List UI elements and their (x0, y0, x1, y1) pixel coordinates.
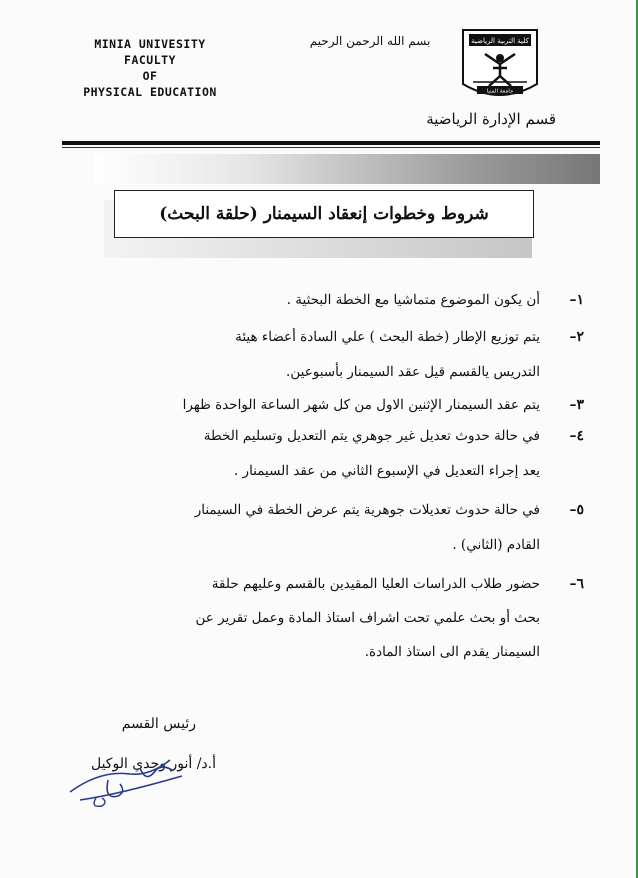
svg-text:كلية التربية الرياضية: كلية التربية الرياضية (471, 37, 529, 45)
item-line: القادم (الثاني) . (452, 537, 540, 553)
header-divider (62, 141, 600, 145)
item-line: يعد إجراء التعديل في الإسبوع الثاني من عقد السيمنار . (233, 463, 540, 479)
list-item (160, 421, 584, 487)
basmala: بسم الله الرحمن الرحيم (309, 34, 431, 48)
item-line: حضور طلاب الدراسات العليا المقيدين بالقسم وعليهم حلقة (211, 576, 540, 592)
item-number: ١– (569, 292, 584, 308)
list-item (160, 322, 584, 388)
svg-text:جامعة المنيا: جامعة المنيا (486, 88, 514, 95)
decorative-gradient-bar (94, 154, 600, 184)
item-number: ٤– (569, 428, 584, 444)
item-line: بحث أو بحث علمي تحت اشراف استاذ المادة وعمل تقرير عن (195, 610, 540, 626)
item-line: في حالة حدوث تعديلات جوهرية يتم عرض الخطة في السيمنار (194, 502, 540, 518)
item-line: أن يكون الموضوع متماشيا مع الخطة البحثية . (286, 292, 540, 308)
item-line: التدريس يالقسم قيل عقد السيمنار بأسبوعين. (286, 364, 540, 380)
item-line: في حالة حدوث تعديل غير جوهري يتم التعديل وتسليم الخطة (203, 428, 540, 444)
item-line: يتم عقد السيمنار الإثنين الاول من كل شهر الساعة الواحدة ظهرا (182, 397, 540, 413)
header-divider-thin (62, 147, 600, 148)
list-item (160, 390, 584, 421)
title-box (114, 190, 534, 238)
item-number: ٣– (569, 397, 584, 413)
signatory-name: أ.د/ أنور وجدي الوكيل (90, 756, 216, 772)
conditions-list (160, 285, 584, 668)
list-item (160, 285, 584, 316)
item-number: ٦– (569, 576, 584, 592)
list-item (160, 569, 584, 668)
item-number: ٢– (569, 329, 584, 345)
university-line: OF (142, 69, 158, 83)
document-title: شروط وخطوات إنعقاد السيمنار (حلقة البحث) (159, 204, 489, 224)
university-line: FACULTY (124, 53, 176, 67)
list-item (160, 495, 584, 561)
handwritten-signature-icon (60, 740, 190, 810)
item-number: ٥– (569, 502, 584, 518)
university-line: MINIA UNIVESITY (94, 37, 206, 51)
faculty-logo-icon (455, 24, 545, 106)
department-name: قسم الإدارة الرياضية (426, 110, 556, 128)
item-line: يتم توزيع الإطار (خطة البحث ) علي السادة أعضاء هيئة (235, 329, 540, 345)
signatory-title: رئيس القسم (121, 716, 196, 732)
item-line: السيمنار يقدم الى استاذ المادة. (364, 644, 540, 660)
university-line: PHYSICAL EDUCATION (83, 85, 217, 99)
university-header (60, 36, 240, 100)
